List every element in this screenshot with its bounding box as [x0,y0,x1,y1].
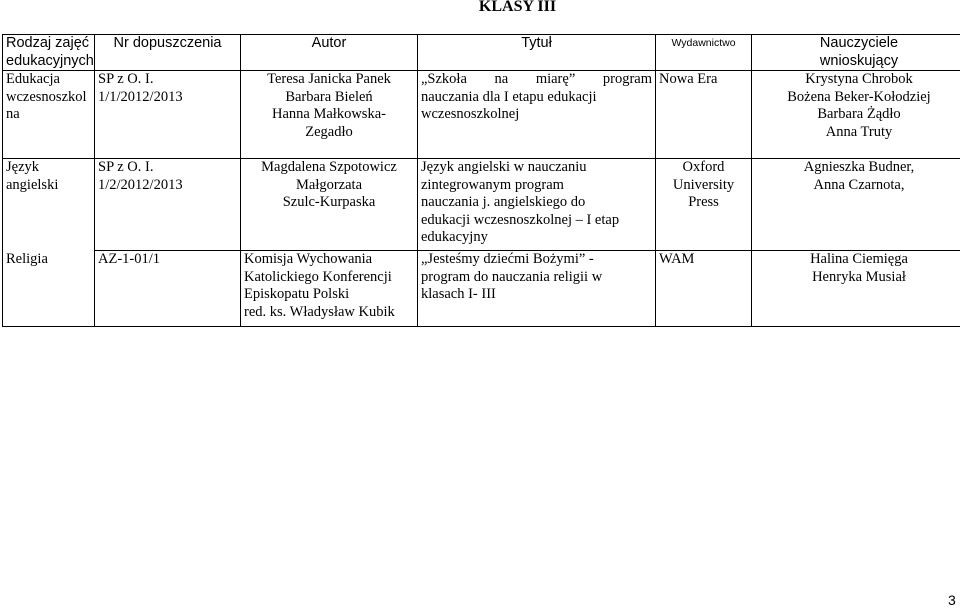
cell-publisher: WAM [656,251,752,327]
table-row [3,71,960,159]
header-teachers: Nauczyciele wnioskujący [752,35,960,71]
classes-table [2,34,960,327]
header-publisher: Wydawnictwo [656,35,752,71]
header-approval-number: Nr dopuszczenia [95,35,241,71]
cell-author: Magdalena Szpotowicz Małgorzata Szulc-Kurpaska [241,159,418,251]
cell-author: Teresa Janicka Panek Barbara Bieleń Hanna Małkowska- Zegadło [241,71,418,159]
document-title: KLASY III [478,0,557,15]
table-row [3,159,960,251]
cell-teachers: Krystyna Chrobok Bożena Beker-Kołodziej Barbara Żądło Anna Truty [752,71,960,159]
cell-publisher: Oxford University Press [656,159,752,251]
cell-approval-number: SP z O. I. 1/1/2012/2013 [95,71,241,159]
header-title: Tytuł [418,35,656,71]
header-subject: Rodzaj zajęć edukacyjnych [3,35,95,71]
cell-teachers: Halina Ciemięga Henryka Musiał [752,251,960,327]
header-author: Autor [241,35,418,71]
cell-title: „Szkoła na miarę” program nauczania dla I etapu edukacji wczesnoszkolnej [418,71,656,159]
cell-subject: Język angielski [3,159,95,251]
page-number: 3 [948,592,956,608]
cell-title: „Jesteśmy dziećmi Bożymi” - program do nauczania religii w klasach I- III [418,251,656,327]
cell-subject: Edukacja wczesnoszkol na [3,71,95,159]
cell-publisher: Nowa Era [656,71,752,159]
cell-subject: Religia [3,251,95,327]
cell-approval-number: SP z O. I. 1/2/2012/2013 [95,159,241,251]
table-row [3,251,960,327]
cell-title: Język angielski w nauczaniu zintegrowanym program nauczania j. angielskiego do edukacji wczesnoszkolnej – I etap edukacyjny [418,159,656,251]
table-header-row [3,35,960,71]
cell-author: Komisja Wychowania Katolickiego Konferencji Episkopatu Polski red. ks. Władysław Kubik [241,251,418,327]
cell-approval-number: AZ-1-01/1 [95,251,241,327]
cell-teachers: Agnieszka Budner, Anna Czarnota, [752,159,960,251]
